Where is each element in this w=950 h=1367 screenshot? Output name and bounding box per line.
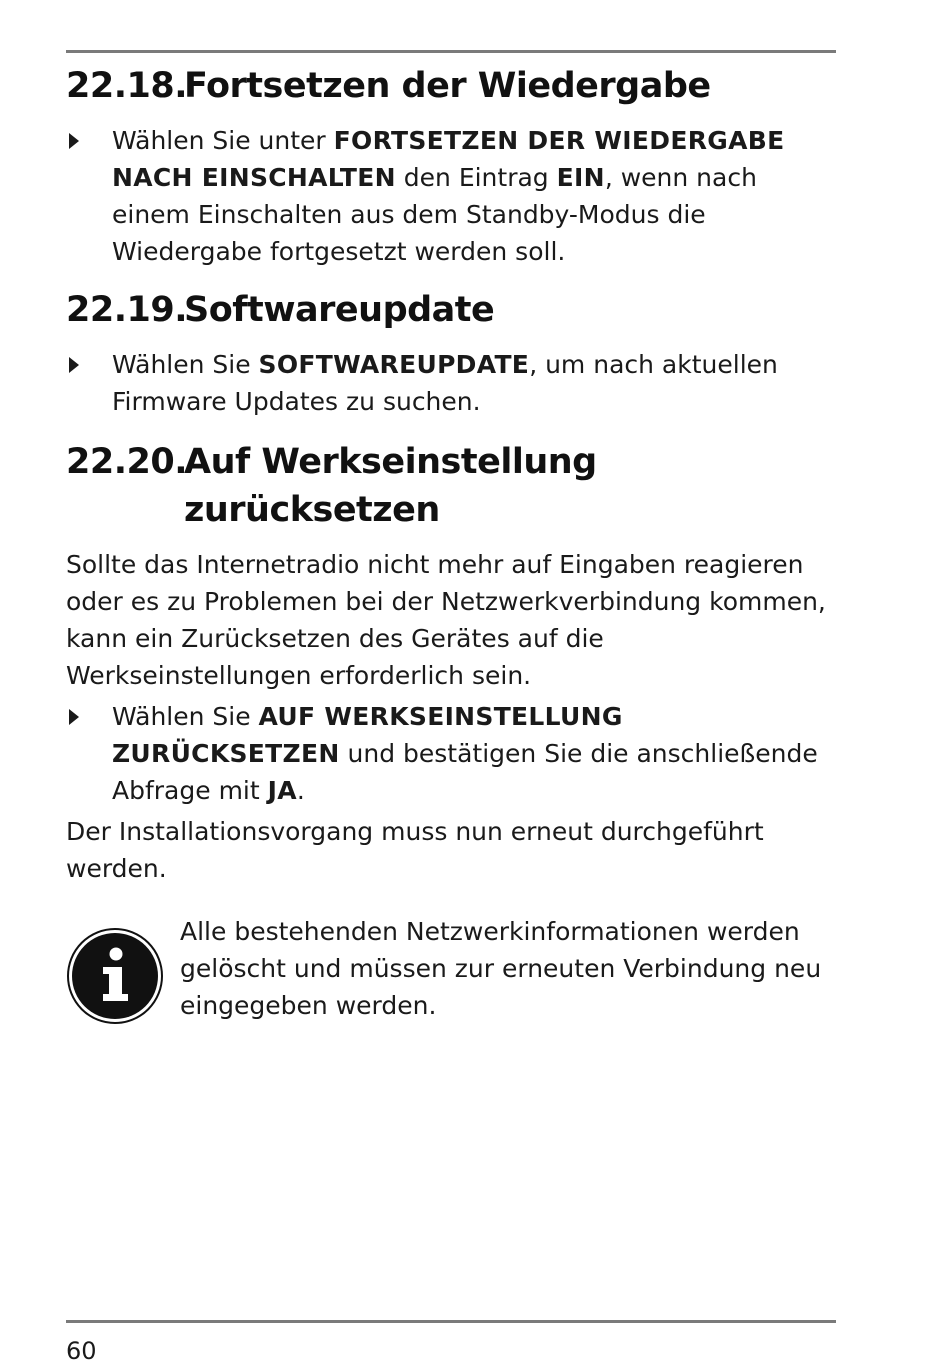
section-heading [66, 438, 838, 534]
bullet-item [66, 698, 838, 809]
section-title: Softwareupdate [184, 290, 495, 330]
bullet-text-part: den Eintrag [395, 163, 557, 192]
section-title: Auf Werkseinstellung zurücksetzen [184, 442, 597, 530]
menu-keyword: FORTSETZEN DER WIEDERGABE NACH EINSCHALTEN [112, 126, 785, 192]
bullet-text-part: Wählen Sie [112, 350, 259, 379]
bullet-arrow-icon [66, 698, 112, 809]
bullet-text-part: , um nach aktuellen Firmware Updates zu suchen. [112, 350, 778, 416]
menu-keyword: JA [267, 776, 297, 805]
info-note [66, 913, 838, 1029]
bullet-text-part: . [296, 776, 305, 805]
section-number: 22.20. [66, 442, 188, 482]
bullet-text-part: Wählen Sie [112, 702, 259, 731]
bullet-item [66, 122, 838, 270]
section-number: 22.19. [66, 290, 188, 330]
top-rule [66, 50, 836, 53]
section-title: Fortsetzen der Wiedergabe [184, 66, 711, 106]
bullet-text [112, 122, 838, 270]
menu-keyword: AUF WERKSEINSTELLUNG ZURÜCKSETZEN [112, 702, 623, 768]
menu-keyword: EIN [556, 163, 605, 192]
page-number: 60 [66, 1337, 97, 1365]
section-fortsetzen-der-wiedergabe [66, 62, 838, 270]
bullet-text-part: und bestätigen Sie die anschließende Abfrage mit [112, 739, 818, 805]
info-icon [66, 913, 180, 1029]
bullet-text-part: Wählen Sie unter [112, 126, 334, 155]
intro-paragraph: Sollte das Internetradio nicht mehr auf Eingaben reagieren oder es zu Problemen bei der Netzwerkverbindung kommen, kann ein Zurücksetzen des Gerätes auf die Werkseinstellungen erforderlich sein. [66, 550, 826, 690]
section-number: 22.18. [66, 66, 188, 106]
bottom-rule [66, 1320, 836, 1323]
outro-paragraph: Der Installationsvorgang muss nun erneut durchgeführt werden. [66, 817, 764, 883]
page-content [66, 62, 838, 1029]
bullet-arrow-icon [66, 346, 112, 420]
bullet-text [112, 698, 838, 809]
bullet-text-part: , wenn nach einem Einschalten aus dem Standby-Modus die Wiedergabe fortgesetzt werden soll. [112, 163, 757, 266]
section-heading [66, 62, 838, 110]
menu-keyword: SOFTWAREUPDATE [258, 350, 530, 379]
bullet-text [112, 346, 838, 420]
section-werkseinstellung [66, 438, 838, 1029]
info-text: Alle bestehenden Netzwerkinformationen werden gelöscht und müssen zur erneuten Verbindung neu eingegeben werden. [180, 917, 822, 1020]
section-heading [66, 286, 838, 334]
bullet-item [66, 346, 838, 420]
section-softwareupdate [66, 286, 838, 420]
bullet-arrow-icon [66, 122, 112, 270]
